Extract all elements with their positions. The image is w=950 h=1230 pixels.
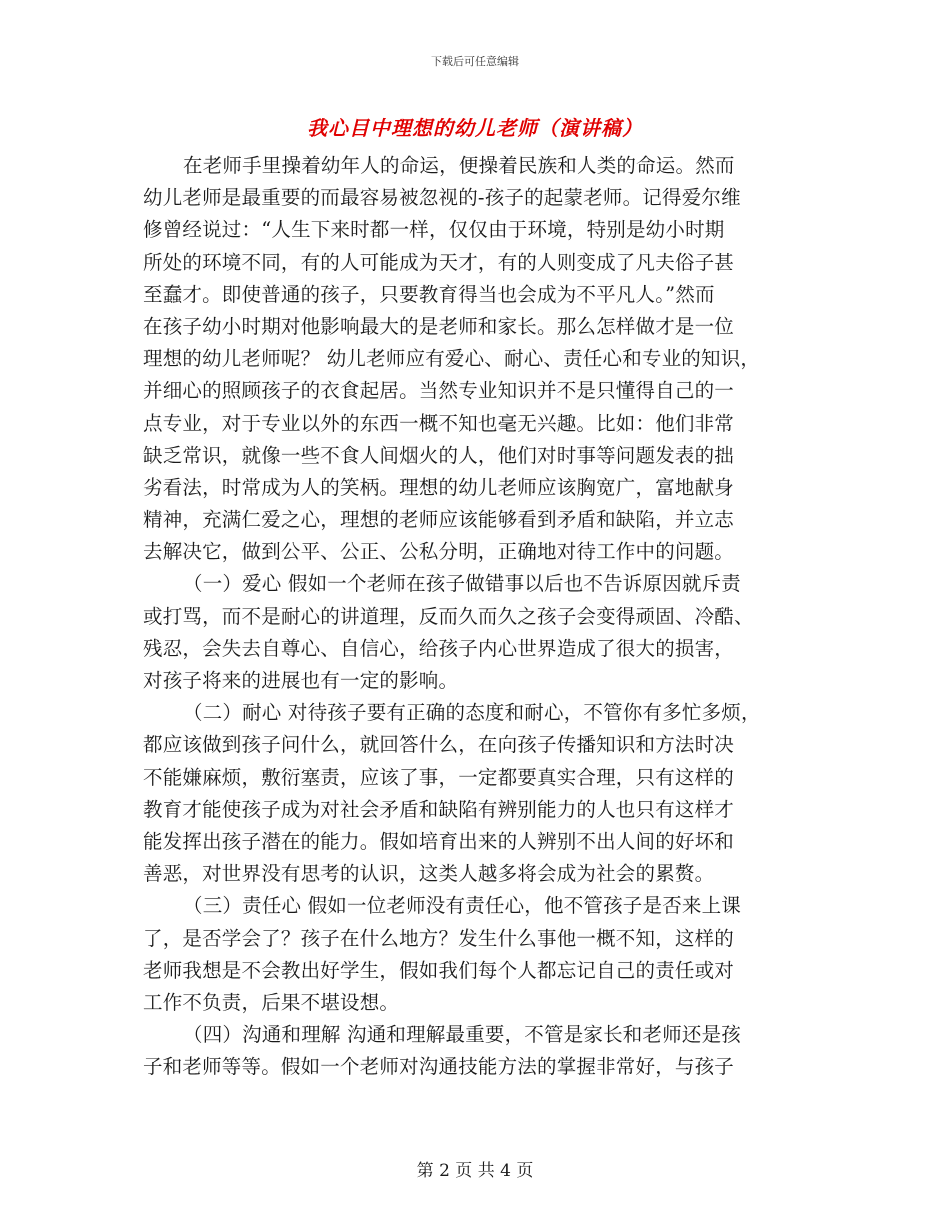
body-line: 教育才能使孩子成为对社会矛盾和缺陷有辨别能力的人也只有这样才 <box>143 797 735 821</box>
body-line: 工作不负责，后果不堪设想。 <box>143 990 400 1014</box>
body-line: 能发挥出孩子潜在的能力。假如培育出来的人辨别不出人间的好坏和 <box>143 829 735 853</box>
body-line: 在老师手里操着幼年人的命运，便操着民族和人类的命运。然而 <box>183 154 735 177</box>
document-title: 我心目中理想的幼儿老师（演讲稿） <box>307 116 643 140</box>
body-line: 子和老师等等。假如一个老师对沟通技能方法的掌握非常好，与孩子 <box>143 1055 735 1079</box>
body-line: 都应该做到孩子问什么，就回答什么，在向孩子传播知识和方法时决 <box>143 733 735 757</box>
body-line: 并细心的照顾孩子的衣食起居。当然专业知识并不是只懂得自己的一 <box>143 379 735 403</box>
header-note: 下载后可任意编辑 <box>431 55 519 68</box>
section-heading-communication: （四）沟通和理解 沟通和理解最重要，不管是家长和老师还是孩 <box>183 1023 741 1047</box>
section-heading-responsibility: （三）责任心 假如一位老师没有责任心，他不管孩子是否来上课 <box>183 894 741 918</box>
body-line: 所处的环境不同，有的人可能成为天才，有的人则变成了凡夫俗子甚 <box>143 250 735 274</box>
body-line: 点专业，对于专业以外的东西一概不知也毫无兴趣。比如：他们非常 <box>143 411 735 435</box>
body-line: 了，是否学会了？孩子在什么地方？发生什么事他一概不知，这样的 <box>143 926 735 950</box>
section-heading-patience: （二）耐心 对待孩子要有正确的态度和耐心，不管你有多忙多烦， <box>183 701 761 725</box>
document-body <box>143 150 823 1083</box>
body-line: 老师我想是不会教出好学生，假如我们每个人都忘记自己的责任或对 <box>143 958 735 982</box>
body-line: 残忍，会失去自尊心、自信心，给孩子内心世界造成了很大的损害， <box>143 636 735 660</box>
body-line: 或打骂，而不是耐心的讲道理，反而久而久之孩子会变得顽固、冷酷、 <box>143 604 754 628</box>
page-number-footer: 第 2 页 共 4 页 <box>416 1161 534 1181</box>
body-line: 不能嫌麻烦，敷衍塞责，应该了事，一定都要真实合理，只有这样的 <box>143 765 735 789</box>
body-line: 幼儿老师是最重要的而最容易被忽视的-孩子的起蒙老师。记得爱尔维 <box>143 186 741 210</box>
body-line: 至蠢才。即使普通的孩子，只要教育得当也会成为不平凡人。”然而 <box>143 282 715 306</box>
body-line: 去解决它，做到公平、公正、公私分明，正确地对待工作中的问题。 <box>143 540 735 564</box>
body-line: 缺乏常识，就像一些不食人间烟火的人，他们对时事等问题发表的拙 <box>143 443 735 467</box>
body-line: 劣看法，时常成为人的笑柄。理想的幼儿老师应该胸宽广，富地献身 <box>143 475 735 499</box>
body-line: 理想的幼儿老师呢？ 幼儿老师应有爱心、耐心、责任心和专业的知识， <box>143 347 761 371</box>
body-line: 善恶，对世界没有思考的认识，这类人越多将会成为社会的累赘。 <box>143 862 715 886</box>
body-line: 修曾经说过：“人生下来时都一样，仅仅由于环境，特别是幼小时期 <box>143 218 725 242</box>
body-line: 精神，充满仁爱之心，理想的老师应该能够看到矛盾和缺陷，并立志 <box>143 508 735 532</box>
section-heading-love: （一）爱心 假如一个老师在孩子做错事以后也不告诉原因就斥责 <box>183 572 741 596</box>
body-line: 对孩子将来的进展也有一定的影响。 <box>143 669 459 692</box>
body-line: 在孩子幼小时期对他影响最大的是老师和家长。那么怎样做才是一位 <box>143 314 735 338</box>
